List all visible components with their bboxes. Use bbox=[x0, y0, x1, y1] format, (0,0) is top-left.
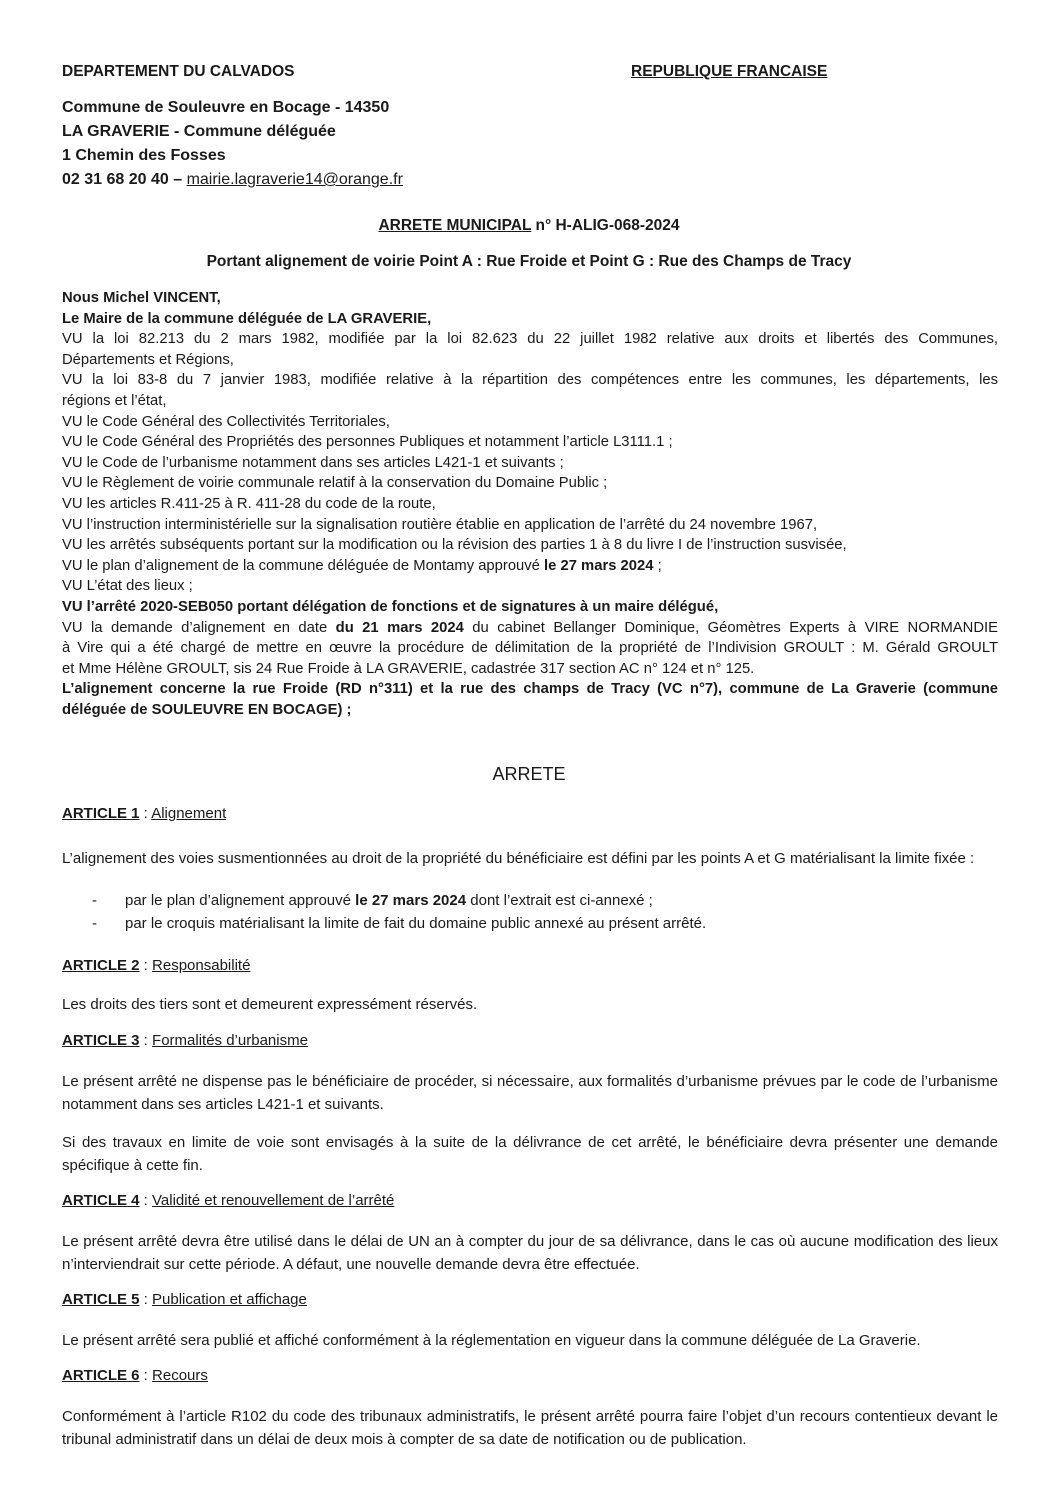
list-item bbox=[92, 912, 972, 935]
address-commune: Commune de Souleuvre en Bocage - 14350 bbox=[62, 99, 390, 116]
preamble-vu-cg3p: VU le Code Général des Propriétés des personnes Publiques et notamment l’article L3111.1 ; bbox=[62, 434, 673, 451]
address-street: 1 Chemin des Fosses bbox=[62, 147, 226, 164]
decision-heading: ARRETE bbox=[492, 764, 566, 784]
article-1-heading bbox=[62, 805, 226, 822]
mairie-address-block bbox=[62, 96, 403, 192]
preamble-vu-code-route: VU les articles R.411-25 à R. 411-28 du code de la route, bbox=[62, 495, 436, 512]
preamble-vu-etat-lieux: VU L’état des lieux ; bbox=[62, 578, 193, 595]
vu13-cabinet: du cabinet Bellanger Dominique, Géomètres Experts à VIRE NORMANDIE bbox=[463, 619, 998, 636]
article-5-title: Publication et affichage bbox=[152, 1291, 307, 1308]
preamble-vu-demande bbox=[62, 618, 998, 639]
preamble-nous: Nous Michel VINCENT, bbox=[62, 290, 221, 306]
article-1-bullet-1-text: par le plan d’alignement approuvé bbox=[125, 892, 356, 909]
email-link[interactable]: mairie.lagraverie14@orange.fr bbox=[186, 171, 403, 188]
preamble-vu-loi-1983-cont: régions et l’état, bbox=[62, 392, 167, 409]
preamble-alignement: L’alignement concerne la rue Froide (RD n°311) et la rue des champs de Tracy (VC n°7), commune de La Graverie (commune bbox=[62, 681, 998, 698]
republic-header: REPUBLIQUE FRANCAISE bbox=[631, 63, 828, 80]
preamble-vu-loi-1983: VU la loi 83-8 du 7 janvier 1983, modifiée relative à la répartition des compétences entre les communes, les départements, les bbox=[62, 372, 998, 389]
article-2-title: Responsabilité bbox=[152, 957, 251, 974]
article-4-sep: : bbox=[139, 1192, 153, 1209]
article-1-bullet-2-text: par le croquis matérialisant la limite de fait du domaine public annexé au présent arrêté. bbox=[125, 915, 707, 932]
arrete-title bbox=[0, 217, 1058, 235]
preamble-vu-loi-1982: VU la loi 82.213 du 2 mars 1982, modifiée par la loi 82.623 du 22 juillet 1982 relative aux droits et libertés des Communes, bbox=[62, 331, 998, 348]
article-2-text: Les droits des tiers sont et demeurent expressément réservés. bbox=[62, 996, 478, 1013]
preamble-alignement-cont: déléguée de SOULEUVRE EN BOCAGE) ; bbox=[62, 701, 352, 718]
vu13-text: VU la demande d’alignement en date bbox=[62, 619, 336, 636]
address-commune-deleguee: LA GRAVERIE - Commune déléguée bbox=[62, 123, 336, 140]
article-1-bullet-1-date: le 27 mars 2024 bbox=[355, 892, 467, 909]
preamble-vu-demande-cont: à Vire qui a été chargé de mettre en œuvre la procédure de délimitation de la propriété de l’Indivision GROULT : M. Gérald GROULT bbox=[62, 640, 998, 657]
preamble-vu-reglement-voirie: VU le Règlement de voirie communale relatif à la conservation du Domaine Public ; bbox=[62, 475, 608, 492]
preamble-vu-instruction: VU l’instruction interministérielle sur la signalisation routière établie en application de l’arrêté du 24 novembre 1967, bbox=[62, 516, 818, 533]
article-2-sep: : bbox=[139, 957, 153, 974]
preamble bbox=[62, 288, 998, 720]
department-header: DEPARTEMENT DU CALVADOS bbox=[62, 63, 295, 80]
preamble-vu-demande-end: et Mme Hélène GROULT, sis 24 Rue Froide à LA GRAVERIE, cadastrée 317 section AC n° 124 et n° 125. bbox=[62, 660, 755, 677]
article-5-heading bbox=[62, 1291, 307, 1308]
preamble-vu-loi-1982-cont: Départements et Régions, bbox=[62, 351, 234, 368]
preamble-vu-arretes-subsequents: VU les arrêtés subséquents portant sur la modification ou la révision des parties 1 à 8 du livre I de l’instruction susvisée, bbox=[62, 537, 847, 554]
address-contact bbox=[62, 168, 403, 192]
article-3-label: ARTICLE 3 bbox=[62, 1032, 140, 1049]
preamble-vu-cgct: VU le Code Général des Collectivités Territoriales, bbox=[62, 413, 390, 430]
article-6-heading bbox=[62, 1367, 208, 1384]
preamble-maire: Le Maire de la commune déléguée de LA GRAVERIE, bbox=[62, 310, 432, 327]
article-6-sep: : bbox=[139, 1367, 153, 1384]
article-1-list bbox=[92, 889, 972, 935]
article-6-title: Recours bbox=[152, 1367, 208, 1384]
article-4-text: Le présent arrêté devra être utilisé dans le délai de UN an à compter du jour de sa délivrance, dans le cas où aucune modification des lieux n’interviendrait sur cette période. A défaut, une nouvelle demande devra être effectuée. bbox=[62, 1233, 998, 1273]
preamble-vu-arrete-delegation: VU l’arrêté 2020-SEB050 portant délégation de fonctions et de signatures à un maire délégué, bbox=[62, 598, 719, 615]
arrete-number: n° H-ALIG-068-2024 bbox=[531, 217, 680, 234]
vu10-end: ; bbox=[653, 557, 662, 574]
article-5-text: Le présent arrêté sera publié et affiché conformément à la réglementation en vigueur dans la commune déléguée de La Graverie. bbox=[62, 1332, 921, 1349]
vu13-date: du 21 mars 2024 bbox=[335, 619, 464, 636]
article-1-title: Alignement bbox=[151, 805, 227, 822]
article-1-label: ARTICLE 1 bbox=[62, 805, 140, 822]
article-2-heading bbox=[62, 957, 250, 974]
article-4-title: Validité et renouvellement de l’arrêté bbox=[152, 1192, 395, 1209]
article-5-sep: : bbox=[139, 1291, 153, 1308]
preamble-vu-urbanisme: VU le Code de l’urbanisme notamment dans ses articles L421-1 et suivants ; bbox=[62, 454, 564, 471]
article-3-heading bbox=[62, 1032, 308, 1049]
article-4-heading bbox=[62, 1192, 394, 1209]
vu10-text: VU le plan d’alignement de la commune déléguée de Montamy approuvé bbox=[62, 557, 545, 574]
article-2-label: ARTICLE 2 bbox=[62, 957, 140, 974]
article-3-text-1: Le présent arrêté ne dispense pas le bénéficiaire de procéder, si nécessaire, aux formalités d’urbanisme prévues par le code de l’urbanisme notamment dans ses articles L421-1 et suivants. bbox=[62, 1073, 998, 1113]
article-1-bullet-1-end: dont l’extrait est ci-annexé ; bbox=[466, 892, 653, 909]
phone-number: 02 31 68 20 40 – bbox=[62, 171, 187, 188]
bullet-dash: - bbox=[92, 892, 97, 909]
article-4-label: ARTICLE 4 bbox=[62, 1192, 140, 1209]
bullet-dash: - bbox=[92, 915, 97, 932]
list-item bbox=[92, 889, 972, 912]
article-3-sep: : bbox=[139, 1032, 153, 1049]
article-1-text: L’alignement des voies susmentionnées au droit de la propriété du bénéficiaire est défini par les points A et G matérialisant la limite fixée : bbox=[62, 850, 975, 867]
preamble-vu-plan-alignement bbox=[62, 556, 998, 577]
article-3-title: Formalités d’urbanisme bbox=[152, 1032, 308, 1049]
article-1-sep: : bbox=[139, 805, 152, 822]
arrete-subtitle: Portant alignement de voirie Point A : Rue Froide et Point G : Rue des Champs de Tracy bbox=[206, 253, 852, 270]
article-5-label: ARTICLE 5 bbox=[62, 1291, 140, 1308]
article-6-label: ARTICLE 6 bbox=[62, 1367, 140, 1384]
arrete-label: ARRETE MUNICIPAL bbox=[378, 217, 532, 234]
article-3-text-2: Si des travaux en limite de voie sont envisagés à la suite de la délivrance de cet arrêté, le bénéficiaire devra présenter une demande spécifique à cette fin. bbox=[62, 1134, 998, 1174]
article-6-text: Conformément à l’article R102 du code des tribunaux administratifs, le présent arrêté pourra faire l’objet d’un recours contentieux devant le tribunal administratif dans un délai de deux mois à compter de sa date de notification ou de publication. bbox=[62, 1408, 998, 1448]
vu10-date: le 27 mars 2024 bbox=[544, 557, 654, 574]
